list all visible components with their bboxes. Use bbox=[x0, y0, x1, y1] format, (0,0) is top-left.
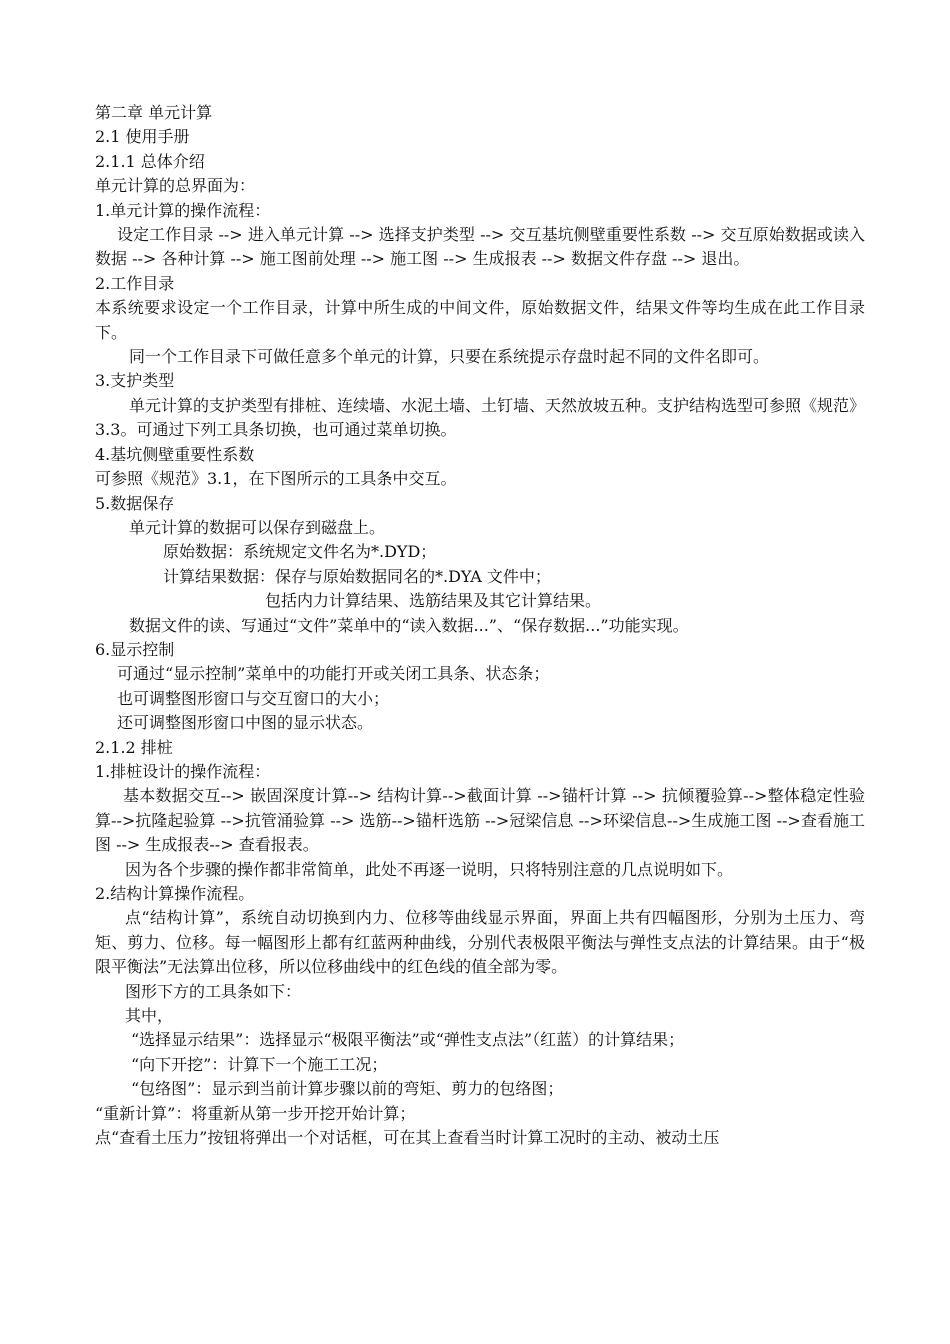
item-heading: 3.支护类型 bbox=[95, 371, 175, 391]
paragraph: 基本数据交互--> 嵌固深度计算--> 结构计算-->截面计算 -->锚杆计算 --> 抗倾覆验算-->整体稳定性验算-->抗隆起验算 -->抗管涌验算 --> 选筋-->锚杆选筋 -->冠梁信息 -->环梁信息-->生成施工图 -->查看施工图 --> 生成报表--> 查看报表。 bbox=[95, 786, 865, 855]
item-heading: 1.排桩设计的操作流程： bbox=[95, 761, 271, 781]
item-heading: 4.基坑侧壁重要性系数 bbox=[95, 444, 255, 464]
item-heading: 6.显示控制 bbox=[95, 639, 175, 659]
paragraph: “重新计算”：将重新从第一步开挖开始计算； bbox=[95, 1103, 416, 1123]
paragraph: 其中， bbox=[125, 1006, 174, 1026]
paragraph: 可参照《规范》3.1，在下图所示的工具条中交互。 bbox=[95, 469, 457, 489]
paragraph: 本系统要求设定一个工作目录，计算中所生成的中间文件，原始数据文件，结果文件等均生成在此工作目录下。 bbox=[95, 298, 865, 342]
item-heading: 2.结构计算操作流程。 bbox=[95, 884, 255, 903]
paragraph: 也可调整图形窗口与交互窗口的大小； bbox=[117, 688, 390, 708]
paragraph: “向下开挖”：计算下一个施工工况； bbox=[131, 1054, 388, 1074]
paragraph: “包络图”：显示到当前计算步骤以前的弯矩、剪力的包络图； bbox=[131, 1079, 564, 1099]
paragraph: “选择显示结果”：选择显示“极限平衡法”或“弹性支点法”（红蓝）的计算结果； bbox=[131, 1030, 685, 1050]
paragraph: 包括内力计算结果、选筋结果及其它计算结果。 bbox=[265, 591, 602, 611]
document-page bbox=[95, 101, 865, 1150]
paragraph: 点“结构计算”，系统自动切换到内力、位移等曲线显示界面，界面上共有四幅图形，分别为土压力、弯矩、剪力、位移。每一幅图形上都有红蓝两种曲线，分别代表极限平衡法与弹性支点法的计算结果。由于“极限平衡法”无法算出位移，所以位移曲线中的红色线的值全部为零。 bbox=[95, 908, 865, 977]
paragraph: 因为各个步骤的操作都非常简单，此处不再逐一说明，只将特别注意的几点说明如下。 bbox=[125, 859, 734, 879]
section-heading: 2.1 使用手册 bbox=[95, 127, 190, 147]
paragraph: 单元计算的总界面为： bbox=[95, 176, 256, 196]
paragraph: 数据文件的读、写通过“文件”菜单中的“读入数据...”、“保存数据...”功能实现。 bbox=[129, 615, 689, 635]
subsection-heading: 2.1.2 排桩 bbox=[95, 737, 173, 757]
paragraph: 单元计算的支护类型有排桩、连续墙、水泥土墙、土钉墙、天然放坡五种。支护结构选型可参照《规范》3.3。可通过下列工具条切换，也可通过菜单切换。 bbox=[95, 395, 866, 440]
chapter-title: 第二章 单元计算 bbox=[95, 103, 213, 122]
paragraph: 设定工作目录 --> 进入单元计算 --> 选择支护类型 --> 交互基坑侧壁重要性系数 --> 交互原始数据或读入数据 --> 各种计算 --> 施工图前处理 --> 施工图 --> 生成报表 --> 数据文件存盘 --> 退出。 bbox=[95, 225, 865, 269]
item-heading: 5.数据保存 bbox=[95, 493, 175, 513]
paragraph: 图形下方的工具条如下： bbox=[125, 981, 302, 1001]
paragraph: 点“查看土压力”按钮将弹出一个对话框，可在其上查看当时计算工况时的主动、被动土压 bbox=[95, 1128, 720, 1148]
paragraph: 计算结果数据：保存与原始数据同名的*.DYA 文件中； bbox=[163, 566, 551, 586]
item-heading: 1.单元计算的操作流程： bbox=[95, 200, 271, 220]
paragraph: 同一个工作目录下可做任意多个单元的计算，只要在系统提示存盘时起不同的文件名即可。 bbox=[129, 347, 770, 367]
item-heading: 2.工作目录 bbox=[95, 273, 175, 293]
paragraph: 还可调整图形窗口中图的显示状态。 bbox=[117, 713, 374, 733]
paragraph: 可通过“显示控制”菜单中的功能打开或关闭工具条、状态条； bbox=[117, 664, 550, 684]
paragraph: 原始数据：系统规定文件名为*.DYD； bbox=[163, 542, 437, 562]
subsection-heading: 2.1.1 总体介绍 bbox=[95, 151, 205, 171]
paragraph: 单元计算的数据可以保存到磁盘上。 bbox=[129, 517, 386, 537]
